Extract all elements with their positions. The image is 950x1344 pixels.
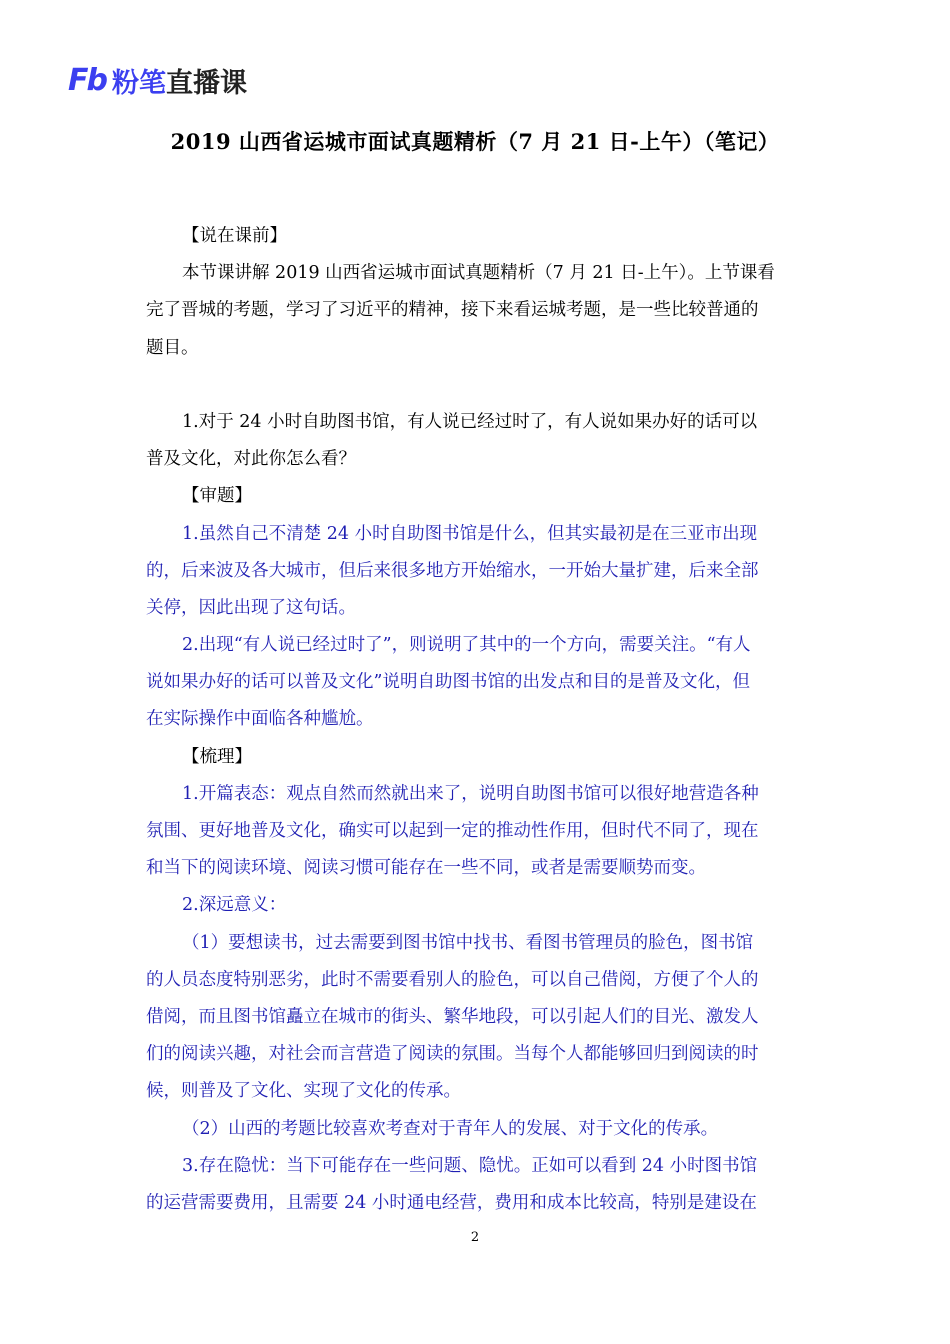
document-title: 2019 山西省运城市面试真题精析（7 月 21 日-上午）（笔记） bbox=[170, 129, 780, 154]
paragraph-line: 们的阅读兴趣，对社会而言营造了阅读的氛围。当每个人都能够回归到阅读的时 bbox=[146, 1044, 759, 1065]
paragraph-line: 的运营需要费用，且需要 24 小时通电经营，费用和成本比较高，特别是建设在 bbox=[146, 1192, 757, 1213]
paragraph-line: 关停，因此出现了这句话。 bbox=[146, 597, 356, 618]
section-heading-intro: 【说在课前】 bbox=[182, 226, 287, 246]
paragraph-line: （2）山西的考题比较喜欢考查对于青年人的发展、对于文化的传承。 bbox=[182, 1118, 719, 1139]
fenbi-logo bbox=[68, 60, 247, 100]
page-number: 2 bbox=[470, 1230, 480, 1245]
paragraph-line: 1.开篇表态：观点自然而然就出来了，说明自助图书馆可以很好地营造各种 bbox=[182, 783, 759, 804]
paragraph-line: 和当下的阅读环境、阅读习惯可能存在一些不同，或者是需要顺势而变。 bbox=[146, 858, 706, 879]
question-line: 普及文化，对此你怎么看？ bbox=[146, 449, 356, 470]
paragraph-line: 题目。 bbox=[146, 337, 199, 358]
paragraph-line: 本节课讲解 2019 山西省运城市面试真题精析（7 月 21 日-上午）。上节课看 bbox=[182, 263, 775, 284]
paragraph-line: 在实际操作中面临各种尴尬。 bbox=[146, 709, 374, 730]
paragraph-line: 说如果办好的话可以普及文化”说明自助图书馆的出发点和目的是普及文化，但 bbox=[146, 672, 750, 693]
paragraph-line: 的，后来波及各大城市，但后来很多地方开始缩水，一开始大量扩建，后来全部 bbox=[146, 560, 759, 581]
paragraph-line: 借阅，而且图书馆矗立在城市的街头、繁华地段，可以引起人们的目光、激发人 bbox=[146, 1006, 759, 1027]
paragraph-line: 1.虽然自己不清楚 24 小时自助图书馆是什么，但其实最初是在三亚市出现 bbox=[182, 523, 758, 544]
logo-brand: 粉笔 bbox=[111, 67, 166, 99]
logo-text bbox=[112, 61, 247, 100]
paragraph-line: 的人员态度特别恶劣，此时不需要看别人的脸色，可以自己借阅，方便了个人的 bbox=[146, 969, 759, 990]
paragraph-line: 2.深远意义： bbox=[182, 895, 287, 916]
section-heading-outline: 【梳理】 bbox=[182, 746, 252, 767]
logo-mark: Fb bbox=[68, 62, 106, 98]
logo-product: 直播课 bbox=[165, 67, 247, 99]
section-heading-review: 【审题】 bbox=[182, 486, 252, 507]
paragraph-line: （1）要想读书，过去需要到图书馆中找书、看图书管理员的脸色，图书馆 bbox=[182, 932, 754, 953]
paragraph-line: 3.存在隐忧：当下可能存在一些问题、隐忧。正如可以看到 24 小时图书馆 bbox=[182, 1155, 758, 1176]
paragraph-line: 2.出现“有人说已经过时了”，则说明了其中的一个方向，需要关注。“有人 bbox=[182, 635, 751, 656]
paragraph-line: 候，则普及了文化、实现了文化的传承。 bbox=[146, 1081, 461, 1102]
question-line: 1.对于 24 小时自助图书馆，有人说已经过时了，有人说如果办好的话可以 bbox=[182, 411, 758, 432]
paragraph-line: 完了晋城的考题，学习了习近平的精神，接下来看运城考题，是一些比较普通的 bbox=[146, 300, 759, 321]
document-body bbox=[146, 218, 810, 1222]
paragraph-line: 氛围、更好地普及文化，确实可以起到一定的推动性作用，但时代不同了，现在 bbox=[146, 821, 759, 841]
